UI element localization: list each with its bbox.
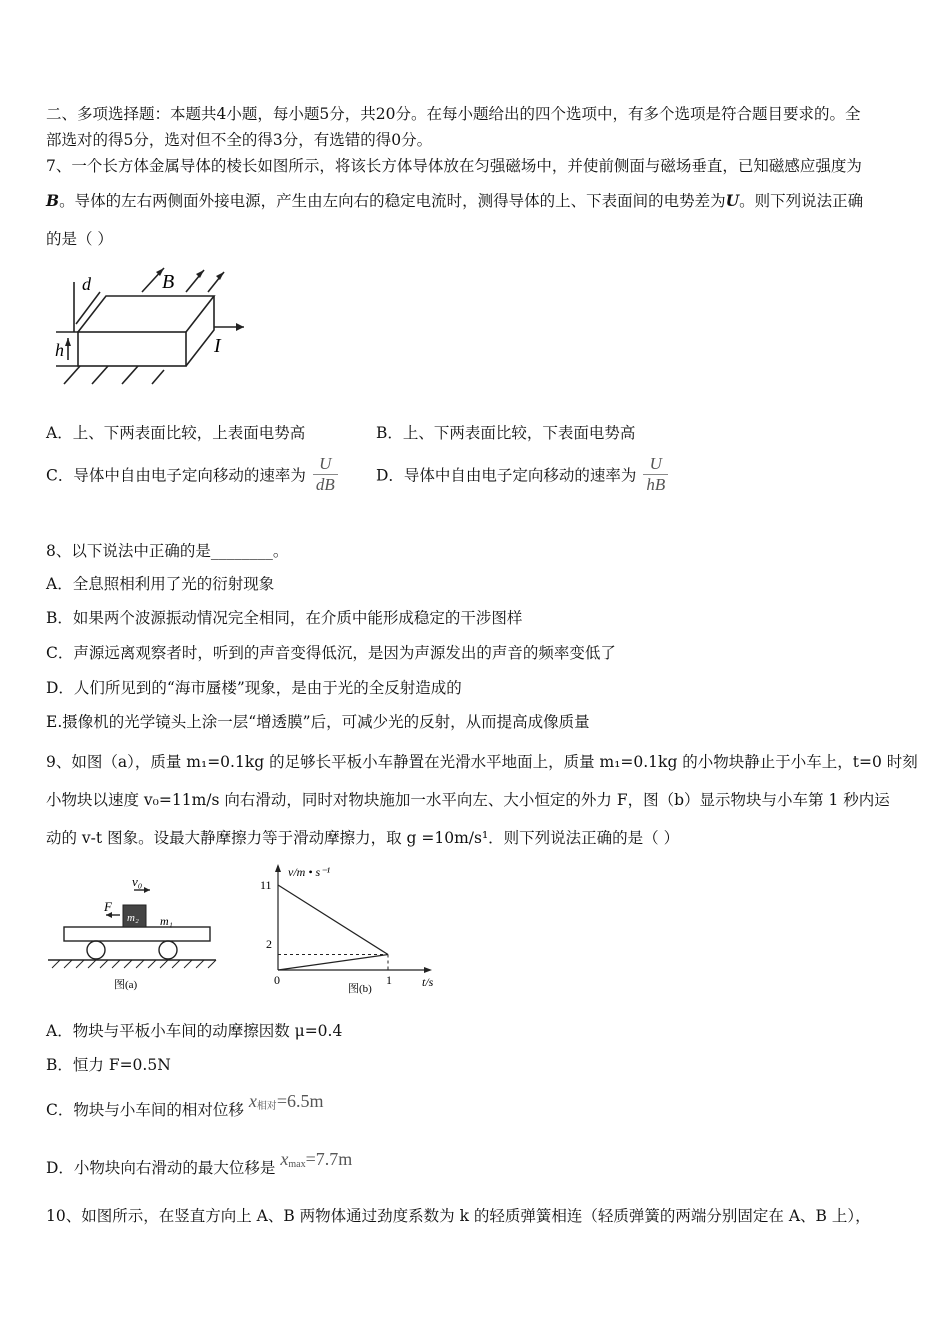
q8-option-e: E.摄像机的光学镜头上涂一层“增透膜”后，可减少光的反射，从而提高成像质量 — [46, 713, 590, 731]
q9-d-var: x — [280, 1149, 289, 1169]
q9-c-sub: 相对 — [256, 1101, 277, 1112]
q9-option-d — [46, 1148, 353, 1177]
q7-option-d-text: D．导体中自由电子定向移动的速率为 — [376, 466, 637, 485]
tick-label-1: 1 — [386, 973, 392, 987]
label-I: I — [214, 335, 221, 357]
q7-option-c-text: C．导体中自由电子定向移动的速率为 — [46, 466, 306, 485]
label-d: d — [82, 274, 91, 294]
q7-stem-end: 。则下列说法正确 — [739, 192, 864, 210]
x-axis-label: t/s — [422, 975, 434, 989]
box-right-face — [186, 296, 214, 366]
section-header-line1: 二、多项选择题：本题共4小题，每小题5分，共20分。在每小题给出的四个选项中，有多个选项是符合题目要求的。全 — [46, 105, 861, 123]
q9-stem-line1: 9、如图（a），质量 m₁=0.1kg 的足够长平板小车静置在光滑水平地面上，质量 m₁=0.1kg 的小物块静止于小车上，t=0 时刻 — [46, 753, 918, 771]
q7-stem-line3: 的是（ ） — [46, 230, 113, 248]
q9-stem-line2: 小物块以速度 v₀=11m/s 向右滑动，同时对物块施加一水平向左、大小恒定的外力 F，图（b）显示物块与小车第 1 秒内运 — [46, 791, 890, 809]
label-m2: m₂ — [127, 912, 139, 924]
caption-b: 图(b) — [348, 983, 372, 995]
q7-d-numerator: U — [643, 454, 668, 475]
q7-option-c — [46, 454, 338, 495]
label-v0: v₀ — [132, 874, 143, 889]
series-line-block — [278, 885, 388, 955]
series-line-cart — [278, 955, 388, 970]
q9-c-var: x — [248, 1091, 257, 1111]
box-top-face — [78, 296, 214, 332]
q8-option-b: B．如果两个波源振动情况完全相同，在介质中能形成稳定的干涉图样 — [46, 609, 523, 627]
cart-wheel-right — [159, 941, 177, 959]
tick-label-origin: 0 — [274, 973, 280, 987]
section-header-line2: 部选对的得5分，选对但不全的得3分，有选错的得0分。 — [46, 131, 433, 149]
label-F: F — [104, 899, 112, 914]
q8-option-d: D．人们所见到的“海市蜃楼”现象，是由于光的全反射造成的 — [46, 679, 462, 697]
q7-c-numerator: U — [313, 454, 338, 475]
q9-option-d-formula — [280, 1149, 352, 1169]
q8-stem: 8、以下说法中正确的是________。 — [46, 542, 289, 560]
q9-c-value: =6.5m — [276, 1091, 324, 1111]
box-front-face — [78, 332, 186, 366]
q9-option-c-text: C．物块与小车间的相对位移 — [46, 1101, 244, 1119]
tick-label-11: 11 — [260, 878, 272, 892]
q7-option-a: A．上、下两表面比较，上表面电势高 — [46, 424, 306, 442]
label-B: B — [162, 271, 175, 293]
q9-figure-b-vt-chart — [252, 860, 452, 995]
q8-option-a: A．全息照相利用了光的衍射现象 — [46, 575, 275, 593]
q9-option-c — [46, 1090, 324, 1119]
q7-option-c-fraction — [313, 454, 338, 495]
q7-u-symbol: U — [725, 191, 740, 210]
q7-c-denominator: dB — [315, 475, 335, 494]
q8-option-c: C．声源远离观察者时，听到的声音变得低沉，是因为声源发出的声音的频率变低了 — [46, 644, 616, 662]
label-m1: m₁ — [160, 914, 173, 928]
q7-b-symbol: B — [46, 191, 60, 210]
label-h: h — [55, 340, 64, 360]
q7-stem-line2 — [46, 189, 863, 211]
q9-option-a: A．物块与平板小车间的动摩擦因数 μ=0.4 — [46, 1022, 343, 1040]
cart-board — [64, 927, 210, 941]
q7-figure — [46, 262, 256, 392]
caption-a: 图(a) — [114, 979, 138, 991]
q9-d-value: =7.7m — [305, 1149, 353, 1169]
y-axis-label: v/m • s⁻¹ — [288, 865, 331, 879]
cart-wheel-left — [87, 941, 105, 959]
q7-option-d-fraction — [643, 454, 668, 495]
q7-stem-mid: 。导体的左右两侧面外接电源，产生由左向右的稳定电流时，测得导体的上、下表面间的电势差为 — [59, 192, 726, 210]
q9-option-d-text: D．小物块向右滑动的最大位移是 — [46, 1159, 276, 1177]
q7-option-d — [376, 454, 668, 495]
q9-d-sub: max — [288, 1159, 306, 1170]
q9-option-b: B．恒力 F=0.5N — [46, 1056, 171, 1074]
q7-d-denominator: hB — [646, 475, 666, 494]
q10-stem-line1: 10、如图所示，在竖直方向上 A、B 两物体通过劲度系数为 k 的轻质弹簧相连（轻质弹簧的两端分别固定在 A、B 上）， — [46, 1207, 871, 1225]
q9-option-c-formula — [249, 1091, 324, 1111]
q9-stem-line3: 动的 v-t 图象。设最大静摩擦力等于滑动摩擦力，取 g =10m/s¹．则下列说法正确的是（ ） — [46, 829, 680, 847]
tick-label-2: 2 — [266, 937, 272, 951]
q9-figure-a — [44, 872, 224, 997]
q7-option-b: B．上、下两表面比较，下表面电势高 — [376, 424, 636, 442]
q7-stem-line1: 7、一个长方体金属导体的棱长如图所示，将该长方体导体放在匀强磁场中，并使前侧面与磁场垂直，已知磁感应强度为 — [46, 157, 862, 175]
